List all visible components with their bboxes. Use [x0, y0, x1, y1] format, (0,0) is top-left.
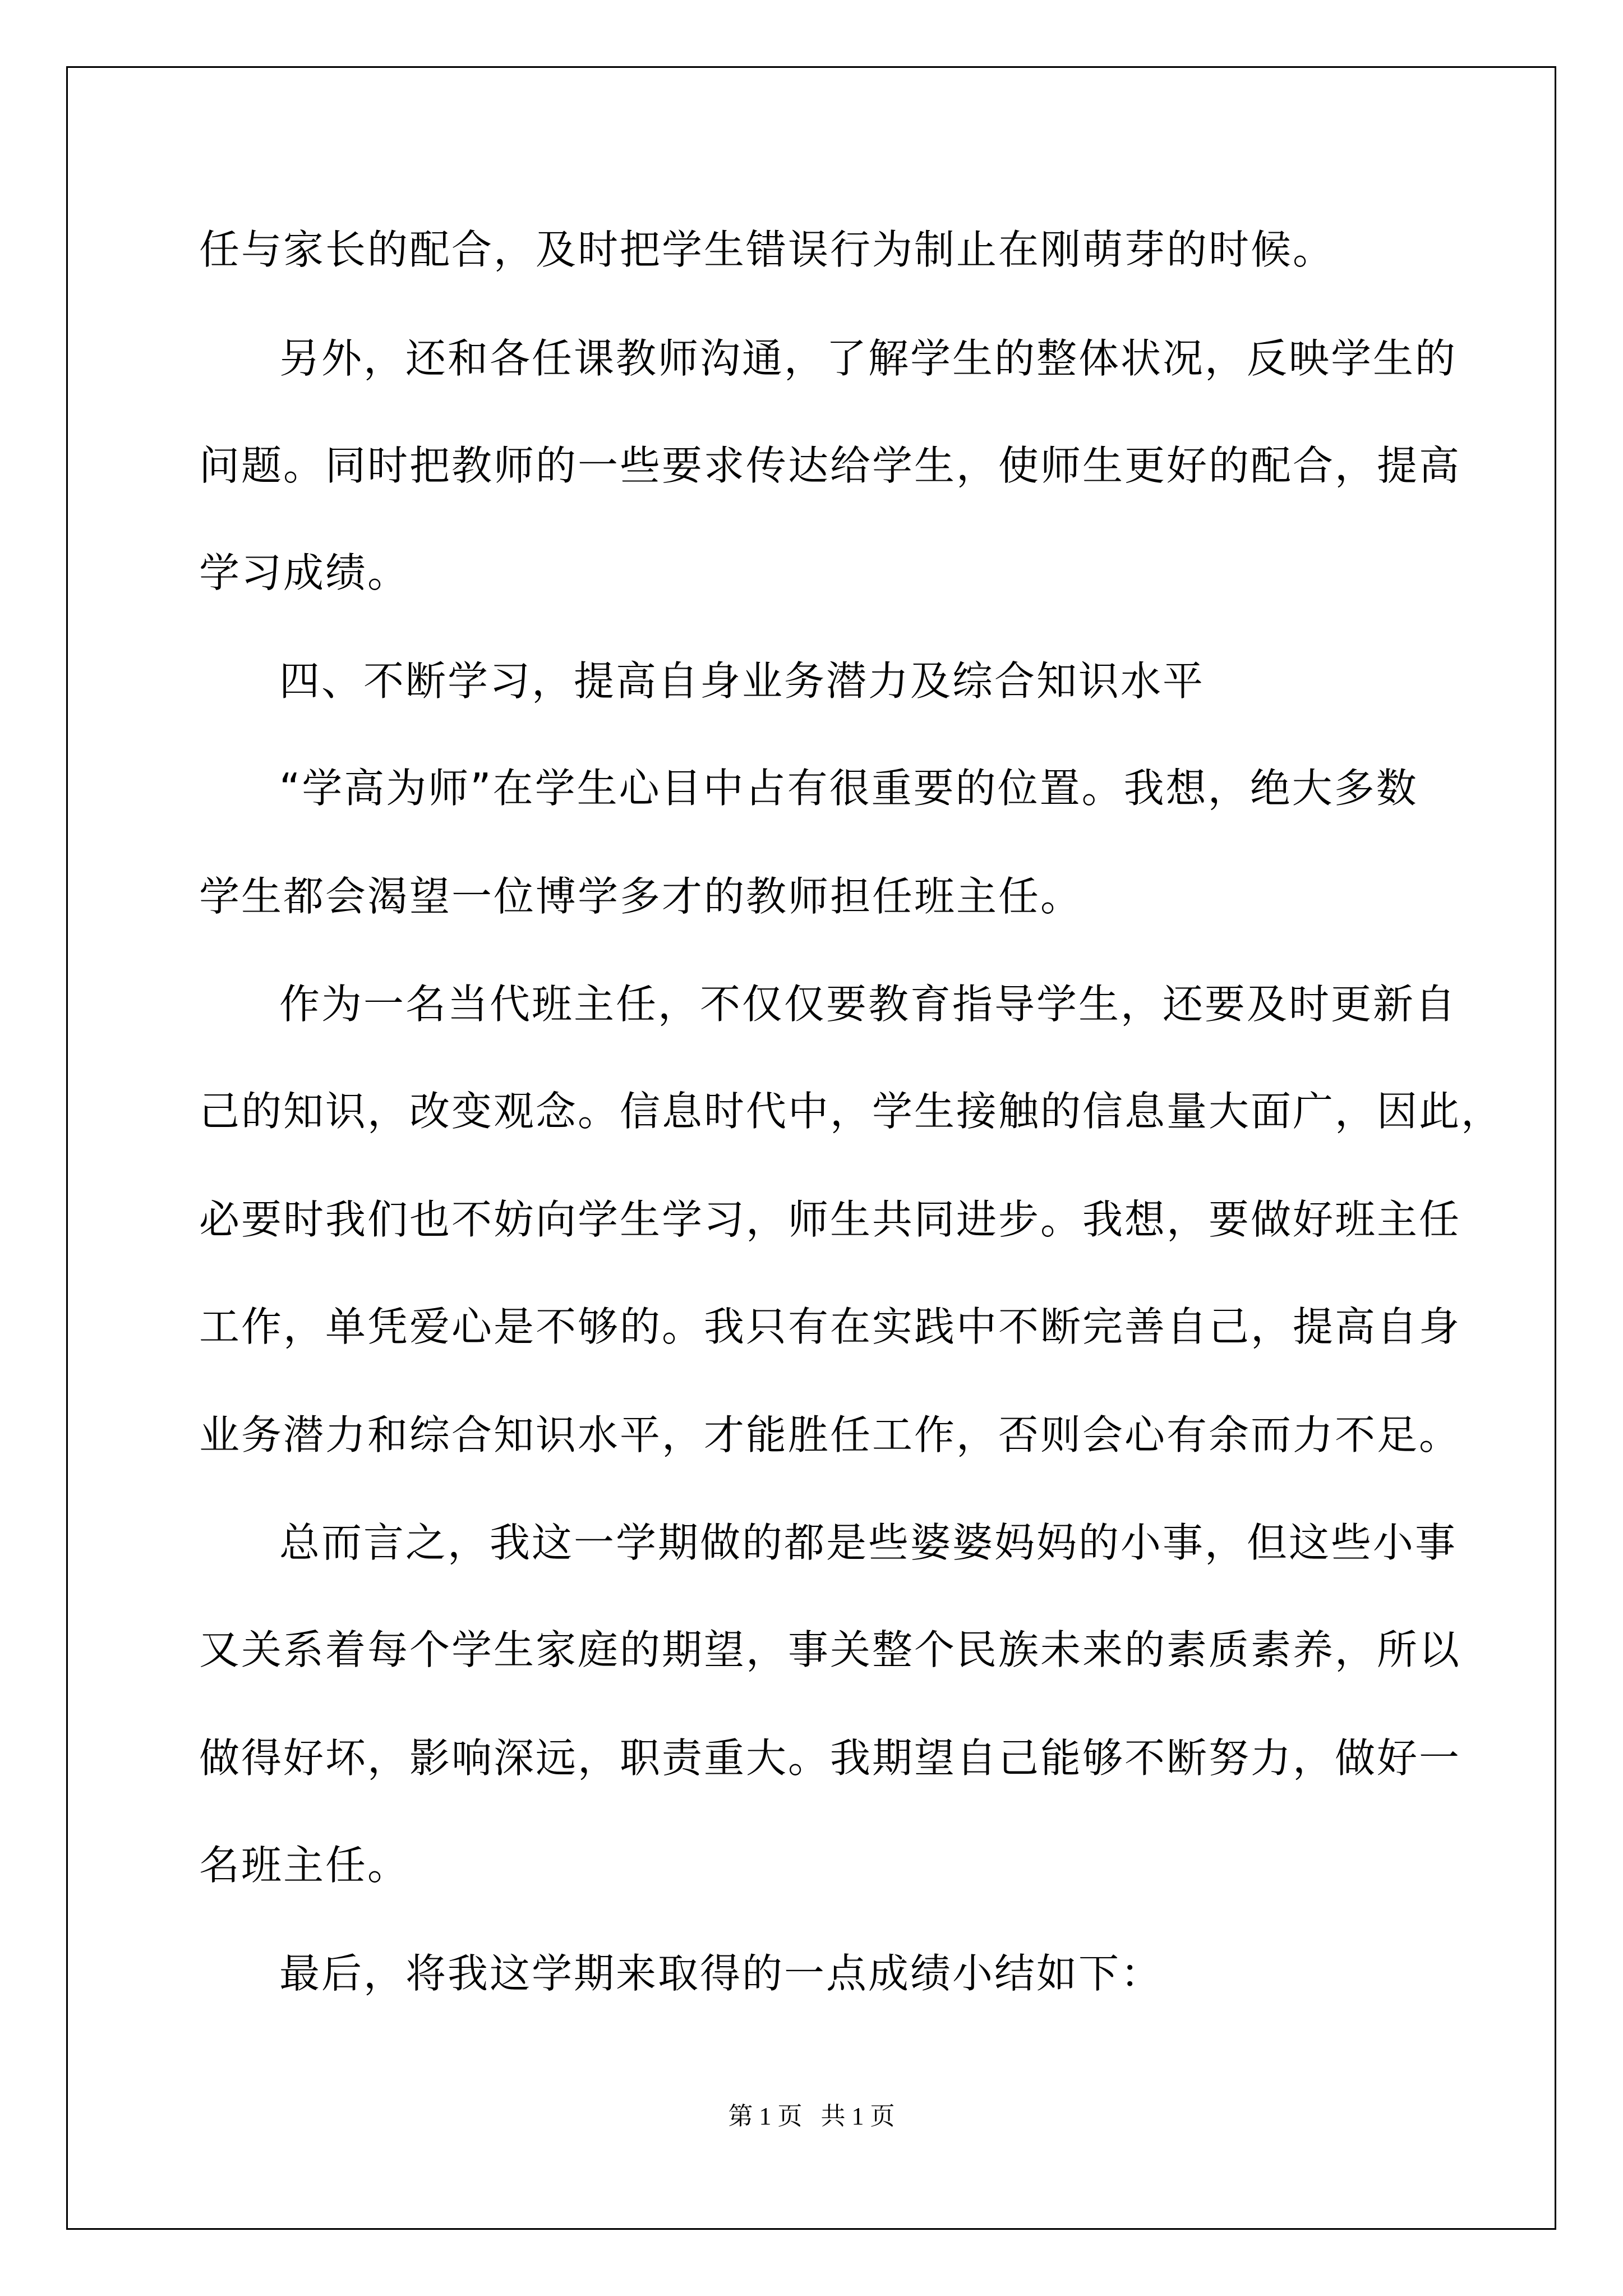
page-number-footer: 第 1 页 共 1 页 — [728, 2102, 895, 2130]
text-line-13: 总而言之，我这一学期做的都是些婆婆妈妈的小事，但这些小事 — [279, 1519, 1458, 1566]
page-border — [66, 66, 1556, 2230]
text-line-7: 学生都会渴望一位博学多才的教师担任班主任。 — [199, 873, 1083, 920]
text-line-12: 业务潜力和综合知识水平，才能胜任工作，否则会心有余而力不足。 — [199, 1411, 1461, 1458]
text-line-6: “学高为师”在学生心目中占有很重要的位置。我想，绝大多数 — [279, 765, 1418, 812]
text-line-4: 学习成绩。 — [199, 549, 410, 596]
text-line-8: 作为一名当代班主任，不仅仅要教育指导学生，还要及时更新自 — [279, 981, 1458, 1028]
text-line-2: 另外，还和各任课教师沟通，了解学生的整体状况，反映学生的 — [279, 335, 1458, 382]
text-line-14: 又关系着每个学生家庭的期望，事关整个民族未来的素质素养，所以 — [199, 1626, 1461, 1673]
text-line-1: 任与家长的配合，及时把学生错误行为制止在刚萌芽的时候。 — [199, 226, 1335, 273]
text-line-11: 工作，单凭爱心是不够的。我只有在实践中不断完善自己，提高自身 — [199, 1303, 1461, 1350]
text-line-9: 己的知识，改变观念。信息时代中，学生接触的信息量大面广，因此， — [199, 1088, 1504, 1135]
text-line-17: 最后，将我这学期来取得的一点成绩小结如下： — [279, 1950, 1163, 1997]
text-line-3: 问题。同时把教师的一些要求传达给学生，使师生更好的配合，提高 — [199, 442, 1461, 489]
text-line-15: 做得好坏，影响深远，职责重大。我期望自己能够不断努力，做好一 — [199, 1734, 1461, 1782]
text-line-10: 必要时我们也不妨向学生学习，师生共同进步。我想，要做好班主任 — [199, 1196, 1461, 1243]
section-heading: 四、不断学习，提高自身业务潜力及综合知识水平 — [279, 657, 1205, 705]
text-line-16: 名班主任。 — [199, 1842, 410, 1889]
